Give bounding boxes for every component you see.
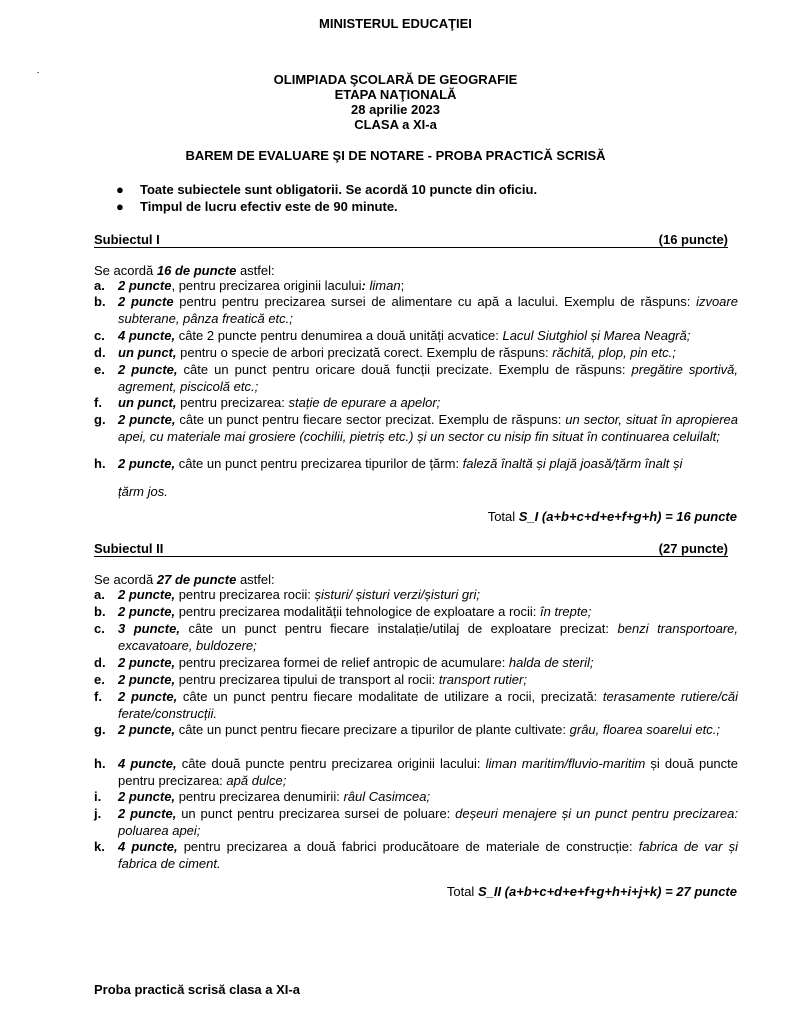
subject-2-intro: Se acordă 27 de puncte astfel: bbox=[94, 572, 275, 587]
item-text: 2 puncte, pentru precizarea rocii: șisturi/ șisturi verzi/șisturi gri; bbox=[118, 587, 480, 602]
item-letter: j. bbox=[94, 806, 102, 821]
bullet-icon: ● bbox=[116, 182, 124, 197]
item-letter: i. bbox=[94, 789, 102, 804]
item-letter: c. bbox=[94, 621, 105, 636]
item-text: 4 puncte, câte două puncte pentru precizarea originii lacului: liman maritim/fluvio-maritim și două puncte pentru precizarea: apă dulce; bbox=[118, 756, 738, 788]
subject-1-points: (16 puncte) bbox=[658, 232, 728, 247]
scoring-item bbox=[94, 722, 738, 739]
subject-1-item-h-continuation: țărm jos. bbox=[118, 484, 168, 499]
scoring-item bbox=[94, 278, 738, 295]
scoring-item bbox=[94, 362, 738, 395]
item-letter: e. bbox=[94, 362, 105, 377]
item-letter: f. bbox=[94, 689, 102, 704]
item-text: 2 puncte, un punct pentru precizarea sursei de poluare: deșeuri menajere și un punct pentru precizarea: poluarea apei; bbox=[118, 806, 738, 838]
scoring-item bbox=[94, 345, 738, 362]
ministry-heading: MINISTERUL EDUCAŢIEI bbox=[319, 16, 472, 31]
item-text: 2 puncte, pentru precizarea formei de relief antropic de acumulare: halda de steril; bbox=[118, 655, 594, 670]
scoring-item bbox=[94, 839, 738, 872]
page-footer: Proba practică scrisă clasa a XI-a bbox=[94, 982, 300, 997]
scoring-item bbox=[94, 587, 738, 604]
scoring-item bbox=[94, 789, 738, 806]
item-letter: a. bbox=[94, 278, 105, 293]
item-letter: g. bbox=[94, 412, 106, 427]
scoring-item bbox=[94, 395, 738, 412]
item-letter: k. bbox=[94, 839, 105, 854]
item-text: 4 puncte, câte 2 puncte pentru denumirea a două unități acvatice: Lacul Siutghiol și Marea Neagră; bbox=[118, 328, 691, 343]
exam-date: 28 aprilie 2023 bbox=[351, 102, 440, 117]
item-text: 2 puncte, câte un punct pentru fiecare sector precizat. Exemplu de răspuns: un sector, situat în apropierea apei, cu materiale mai grosiere (cochilii, pietriș etc.) și un sector cu nisip fin situat în continuarea celuilalt; bbox=[118, 412, 738, 444]
stage-title: ETAPA NAŢIONALĂ bbox=[334, 87, 457, 102]
item-text: 2 puncte, pentru precizarea denumirii: râul Casimcea; bbox=[118, 789, 431, 804]
item-text: 2 puncte, câte un punct pentru fiecare modalitate de utilizare a rocii, precizată: terasamente rutiere/căi ferate/construcții. bbox=[118, 689, 738, 721]
subject-1-title: Subiectul I bbox=[94, 232, 160, 247]
item-letter: b. bbox=[94, 604, 106, 619]
item-text: un punct, pentru o specie de arbori precizată corect. Exemplu de răspuns: răchită, plop, pin etc.; bbox=[118, 345, 676, 360]
item-letter: a. bbox=[94, 587, 105, 602]
subject-2-title: Subiectul II bbox=[94, 541, 164, 556]
subject-1-heading bbox=[94, 232, 728, 248]
item-text: un punct, pentru precizarea: stație de epurare a apelor; bbox=[118, 395, 441, 410]
item-letter: h. bbox=[94, 456, 106, 471]
scoring-item bbox=[94, 689, 738, 722]
olympiad-title: OLIMPIADA ŞCOLARĂ DE GEOGRAFIE bbox=[273, 72, 518, 87]
item-text: 2 puncte, câte un punct pentru oricare două funcții precizate. Exemplu de răspuns: pregătire sportivă, agrement, piscicolă etc.; bbox=[118, 362, 738, 394]
scoring-item bbox=[94, 655, 738, 672]
item-letter: h. bbox=[94, 756, 106, 771]
scoring-item bbox=[94, 294, 738, 327]
item-text: 2 puncte, pentru precizarea modalității tehnologice de exploatare a rocii: în trepte; bbox=[118, 604, 592, 619]
scoring-item bbox=[94, 621, 738, 654]
item-letter: e. bbox=[94, 672, 105, 687]
scoring-item bbox=[94, 672, 738, 689]
item-letter: b. bbox=[94, 294, 106, 309]
scoring-item bbox=[94, 412, 738, 445]
item-letter: g. bbox=[94, 722, 106, 737]
item-letter: d. bbox=[94, 655, 106, 670]
subject-2-total: Total S_II (a+b+c+d+e+f+g+h+i+j+k) = 27 puncte bbox=[446, 884, 737, 899]
item-text: 2 puncte, câte un punct pentru precizarea tipurilor de țărm: faleză înaltă și plajă joasă/țărm înalt și bbox=[118, 456, 683, 471]
document-title: BAREM DE EVALUARE ŞI DE NOTARE - PROBA PRACTICĂ SCRISĂ bbox=[185, 148, 606, 163]
scoring-item bbox=[94, 604, 738, 621]
item-letter: d. bbox=[94, 345, 106, 360]
item-text: 3 puncte, câte un punct pentru fiecare instalație/utilaj de exploatare precizat: benzi transportoare, excavatoare, buldozere; bbox=[118, 621, 738, 653]
subject-1-total: Total S_I (a+b+c+d+e+f+g+h) = 16 puncte bbox=[487, 509, 737, 524]
item-text: 2 puncte pentru pentru precizarea sursei de alimentare cu apă a lacului. Exemplu de răspuns: izvoare subterane, pânza freatică etc.; bbox=[118, 294, 738, 326]
grade-title: CLASA a XI-a bbox=[354, 117, 437, 132]
scoring-item bbox=[94, 456, 738, 473]
item-letter: c. bbox=[94, 328, 105, 343]
item-text: 2 puncte, pentru precizarea originii lacului: liman; bbox=[118, 278, 405, 293]
subject-1-intro: Se acordă 16 de puncte astfel: bbox=[94, 263, 275, 278]
subject-2-points: (27 puncte) bbox=[658, 541, 728, 556]
item-letter: f. bbox=[94, 395, 102, 410]
scoring-item bbox=[94, 806, 738, 839]
item-text: 4 puncte, pentru precizarea a două fabrici producătoare de materiale de construcție: fabrica de var și fabrica de ciment. bbox=[118, 839, 738, 871]
item-text: 2 puncte, pentru precizarea tipului de transport al rocii: transport rutier; bbox=[118, 672, 527, 687]
item-text: 2 puncte, câte un punct pentru fiecare precizare a tipurilor de plante cultivate: grâu, floarea soarelui etc.; bbox=[118, 722, 720, 737]
bullet-icon: ● bbox=[116, 199, 124, 214]
scoring-item bbox=[94, 328, 738, 345]
subject-2-heading bbox=[94, 541, 728, 557]
scoring-item bbox=[94, 756, 738, 789]
